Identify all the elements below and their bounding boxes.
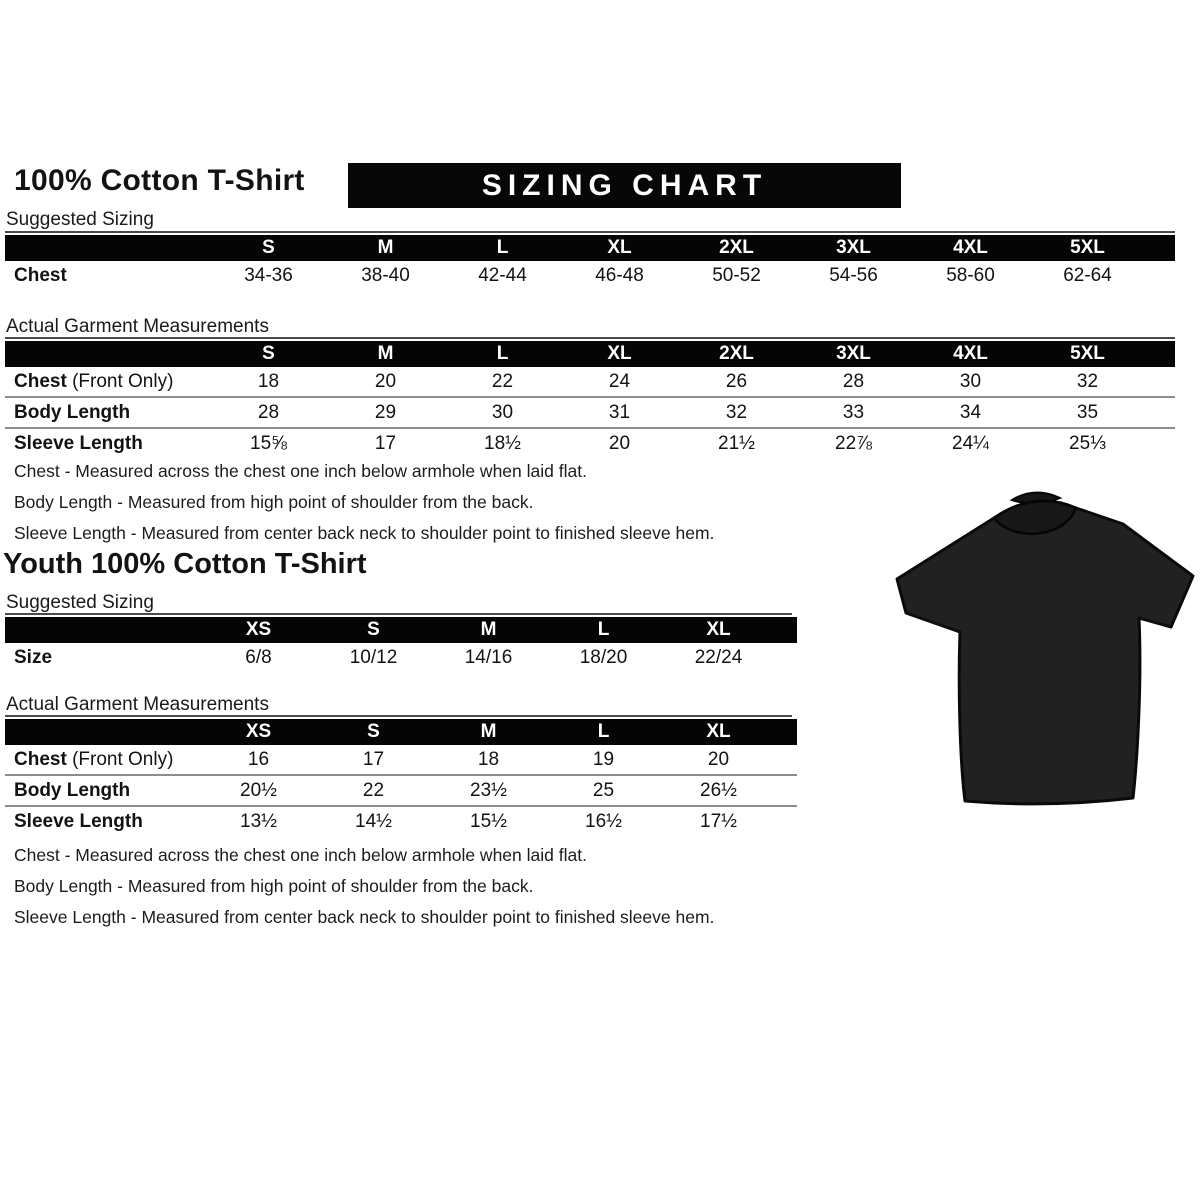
header-cell: 4XL — [953, 343, 988, 364]
cell: 58-60 — [946, 264, 995, 286]
table-top-rule — [5, 337, 1175, 339]
note-line: Sleeve Length - Measured from center back neck to shoulder point to finished sleeve hem. — [14, 523, 715, 543]
page-title: 100% Cotton T-Shirt — [14, 164, 305, 197]
adult-measurements-label: Actual Garment Measurements — [6, 316, 269, 337]
cell: 16 — [247, 748, 270, 770]
cell: 25⅓ — [1069, 432, 1106, 454]
cell: 34 — [959, 401, 982, 423]
cell: 22/24 — [694, 646, 743, 668]
tshirt-body — [897, 501, 1193, 804]
cell: 19 — [592, 748, 615, 770]
cell: 21½ — [718, 432, 755, 454]
youth-suggested-table — [5, 617, 797, 672]
table-top-rule — [5, 231, 1175, 233]
note-line: Chest - Measured across the chest one inch below armhole when laid flat. — [14, 461, 587, 481]
cell: 54-56 — [829, 264, 878, 286]
cell: 35 — [1076, 401, 1099, 423]
adult-measurement-notes — [14, 456, 714, 549]
row-label: Chest — [14, 264, 67, 286]
cell: 32 — [725, 401, 748, 423]
youth-measurements-label: Actual Garment Measurements — [6, 694, 269, 715]
youth-measurements-table — [5, 719, 797, 836]
cell: 14½ — [355, 810, 392, 832]
cell: 32 — [1076, 370, 1099, 392]
cell: 10/12 — [349, 646, 398, 668]
note-line: Sleeve Length - Measured from center back neck to shoulder point to finished sleeve hem. — [14, 907, 715, 927]
table-header-row — [5, 235, 1175, 261]
adult-measurements-table — [5, 341, 1175, 458]
cell: 22⅞ — [835, 432, 872, 454]
cell: 38-40 — [361, 264, 410, 286]
table-header-row — [5, 341, 1175, 367]
cell: 22 — [491, 370, 514, 392]
tshirt-image — [880, 460, 1200, 840]
header-cell: 4XL — [953, 237, 988, 258]
cell: 15⅝ — [250, 432, 287, 454]
cell: 14/16 — [464, 646, 513, 668]
cell: 20 — [374, 370, 397, 392]
note-line: Chest - Measured across the chest one inch below armhole when laid flat. — [14, 845, 587, 865]
header-cell: M — [377, 343, 394, 364]
row-label: Chest (Front Only) — [14, 748, 174, 770]
header-cell: M — [480, 721, 497, 742]
note-line: Body Length - Measured from high point of shoulder from the back. — [14, 492, 534, 512]
cell: 50-52 — [712, 264, 761, 286]
table-row — [5, 643, 797, 672]
cell: 22 — [362, 779, 385, 801]
cell: 18 — [257, 370, 280, 392]
header-cell: L — [496, 237, 509, 258]
row-label: Body Length — [14, 401, 131, 423]
cell: 18½ — [484, 432, 521, 454]
cell: 13½ — [240, 810, 277, 832]
cell: 18 — [477, 748, 500, 770]
header-cell: XL — [706, 721, 731, 742]
header-cell: L — [597, 721, 610, 742]
header-cell: M — [480, 619, 497, 640]
youth-suggested-label: Suggested Sizing — [6, 592, 154, 613]
cell: 18/20 — [579, 646, 628, 668]
table-row — [5, 776, 797, 805]
cell: 42-44 — [478, 264, 527, 286]
table-header-row — [5, 719, 797, 745]
cell: 20 — [608, 432, 631, 454]
table-row — [5, 745, 797, 774]
header-cell: S — [367, 721, 380, 742]
table-row — [5, 807, 797, 836]
cell: 28 — [257, 401, 280, 423]
table-top-rule — [5, 715, 792, 717]
header-cell: 3XL — [836, 343, 871, 364]
note-line: Body Length - Measured from high point of shoulder from the back. — [14, 876, 534, 896]
cell: 20½ — [240, 779, 277, 801]
header-cell: 5XL — [1070, 237, 1105, 258]
cell: 25 — [592, 779, 615, 801]
sizing-chart-banner: SIZING CHART — [348, 163, 901, 208]
table-row — [5, 367, 1175, 396]
header-cell: XL — [706, 619, 731, 640]
table-row — [5, 398, 1175, 427]
adult-suggested-label: Suggested Sizing — [6, 209, 154, 230]
header-cell: 2XL — [719, 237, 754, 258]
row-label: Sleeve Length — [14, 432, 143, 454]
cell: 46-48 — [595, 264, 644, 286]
youth-measurement-notes — [14, 840, 714, 933]
cell: 24¼ — [952, 432, 989, 454]
cell: 23½ — [470, 779, 507, 801]
cell: 33 — [842, 401, 865, 423]
table-row — [5, 429, 1175, 458]
row-label: Chest (Front Only) — [14, 370, 174, 392]
cell: 30 — [959, 370, 982, 392]
adult-suggested-table — [5, 235, 1175, 290]
cell: 15½ — [470, 810, 507, 832]
cell: 16½ — [585, 810, 622, 832]
header-cell: XS — [245, 721, 272, 742]
header-cell: 3XL — [836, 237, 871, 258]
header-cell: XS — [245, 619, 272, 640]
row-label-suffix: (Front Only) — [66, 370, 174, 392]
header-cell: L — [496, 343, 509, 364]
header-cell: 2XL — [719, 343, 754, 364]
cell: 26 — [725, 370, 748, 392]
cell: 26½ — [700, 779, 737, 801]
row-label-suffix: (Front Only) — [66, 748, 174, 770]
cell: 30 — [491, 401, 514, 423]
youth-section-title: Youth 100% Cotton T-Shirt — [3, 548, 367, 580]
cell: 17 — [362, 748, 385, 770]
header-cell: XL — [607, 343, 632, 364]
cell: 34-36 — [244, 264, 293, 286]
cell: 28 — [842, 370, 865, 392]
cell: 6/8 — [245, 646, 272, 668]
cell: 17 — [374, 432, 397, 454]
header-cell: L — [597, 619, 610, 640]
header-cell: S — [367, 619, 380, 640]
row-label: Body Length — [14, 779, 131, 801]
row-label: Sleeve Length — [14, 810, 143, 832]
table-header-row — [5, 617, 797, 643]
cell: 29 — [374, 401, 397, 423]
table-top-rule — [5, 613, 792, 615]
header-cell: XL — [607, 237, 632, 258]
cell: 31 — [608, 401, 631, 423]
row-label: Size — [14, 646, 53, 668]
header-cell: M — [377, 237, 394, 258]
header-cell: S — [262, 237, 275, 258]
header-cell: 5XL — [1070, 343, 1105, 364]
cell: 24 — [608, 370, 631, 392]
table-row — [5, 261, 1175, 290]
cell: 62-64 — [1063, 264, 1112, 286]
header-cell: S — [262, 343, 275, 364]
cell: 17½ — [700, 810, 737, 832]
cell: 20 — [707, 748, 730, 770]
